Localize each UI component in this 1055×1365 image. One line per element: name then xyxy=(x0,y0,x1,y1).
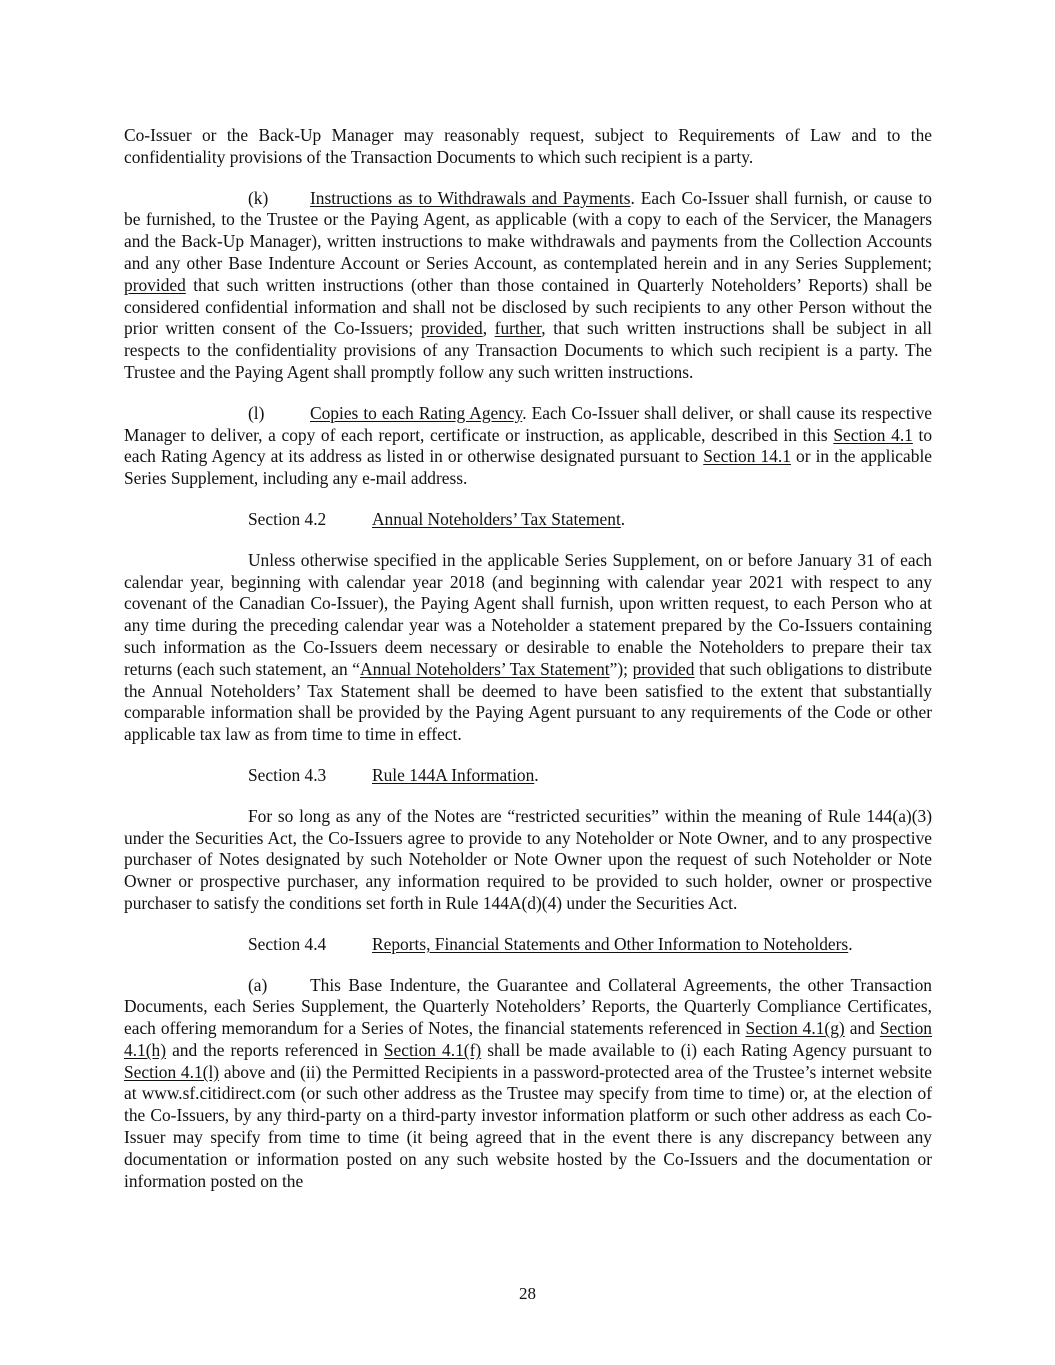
defined-term: Annual Noteholders’ Tax Statement xyxy=(360,658,610,679)
clause-heading: Instructions as to Withdrawals and Payments xyxy=(310,187,631,208)
paragraph-text: Unless otherwise specified in the applicable Series Supplement, on or before January 31 of each calendar year, beginning with calendar year 2018 (and beginning with calendar year 2021 with respect to any covenant of the Canadian Co-Issuer), the Paying Agent shall furnish, upon written request, to each Person who at any time during the preceding calendar year was a Noteholder a statement prepared by the Co-Issuers containing such information as the Co-Issuers deem necessary or desirable to enable the Noteholders to prepare their tax returns (each such statement, an “ xyxy=(124,549,932,679)
section-reference-link[interactable]: Section 4.1 xyxy=(833,424,913,445)
clause-text: This Base Indenture, the Guarantee and Collateral Agreements, the other Transaction Documents, each Series Supplement, the Quarterly Noteholders’ Reports, the Quarterly Compliance Certificates, each offering memorandum for a Series of Notes, the financial statements referenced in xyxy=(124,974,932,1039)
section-heading-4-3 xyxy=(124,765,932,787)
clause-text: that such written instructions (other than those contained in Quarterly Noteholders’ Reports) shall be considered confidential information and shall not be disclosed by such recipients to any other Person without the prior written consent of the Co-Issuers; xyxy=(124,274,932,339)
clause-text: above and (ii) the Permitted Recipients in a password-protected area of the Trustee’s internet website at www.sf.citidirect.com (or such other address as the Trustee may specify from time to time) or, at the election of the Co-Issuers, by any third-party on a third-party investor information platform or such other address as each Co-Issuer may specify from time to time (it being agreed that in the event there is any discrepancy between any documentation or information posted on any such website hosted by the Co-Issuers and the documentation or information posted on the xyxy=(124,1061,932,1191)
paragraph-l xyxy=(124,403,932,490)
clause-text: , xyxy=(482,318,495,339)
section-number: Section 4.4 xyxy=(248,933,327,954)
provided-term: provided xyxy=(632,658,695,679)
clause-label: (a) xyxy=(248,974,268,995)
clause-text: . Each Co-Issuer shall furnish, or cause to be furnished, to the Trustee or the Paying Agent, as applicable (with a copy to each of the Servicer, the Managers and the Back-Up Manager), written instructions to make withdrawals and payments from the Collection Accounts and any other Base Indenture Account or Series Account, as contemplated herein and in any Series Supplement; xyxy=(124,187,933,273)
clause-text: and the reports referenced in xyxy=(166,1039,384,1060)
clause-text: and xyxy=(844,1018,880,1039)
section-period: . xyxy=(620,508,626,529)
section-title: Reports, Financial Statements and Other Information to Noteholders xyxy=(372,933,849,954)
section-title: Annual Noteholders’ Tax Statement xyxy=(372,508,621,529)
clause-label: (k) xyxy=(248,187,269,208)
paragraph-text: ”); xyxy=(609,658,633,679)
document-page xyxy=(124,125,932,1211)
clause-text: shall be made available to (i) each Rating Agency pursuant to xyxy=(481,1039,933,1060)
section-reference-link[interactable]: Section 14.1 xyxy=(703,446,791,467)
section-heading-4-2 xyxy=(124,509,932,531)
section-reference-link[interactable]: Section 4.1(g) xyxy=(745,1018,845,1039)
paragraph-k xyxy=(124,188,932,384)
paragraph-4-4-a xyxy=(124,975,932,1193)
clause-text: , that such written instructions shall be subject in all respects to the confidentiality provisions of any Transaction Documents to which such recipient is a party. The Trustee and the Paying Agent shall promptly follow any such written instructions. xyxy=(124,318,932,382)
paragraph-text: For so long as any of the Notes are “restricted securities” within the meaning of Rule 144(a)(3) under the Securities Act, the Co-Issuers agree to provide to any Noteholder or Note Owner, and to any prospective purchaser of Notes designated by such Noteholder or Note Owner upon the request of such Noteholder or Note Owner or prospective purchaser, any information required to be provided to such holder, owner or prospective purchaser to satisfy the conditions set forth in Rule 144A(d)(4) under the Securities Act. xyxy=(124,805,932,913)
section-period: . xyxy=(534,764,539,785)
section-reference-link[interactable]: Section 4.1(f) xyxy=(383,1039,482,1060)
section-number: Section 4.2 xyxy=(248,508,327,529)
clause-text: or in the applicable Series Supplement, including any e-mail address. xyxy=(124,446,932,489)
page-number: 28 xyxy=(519,1284,536,1303)
section-period: . xyxy=(848,933,853,954)
section-reference-link[interactable]: Section 4.1(h) xyxy=(124,1018,932,1060)
paragraph-4-3 xyxy=(124,806,932,915)
paragraph-text: Co-Issuer or the Back-Up Manager may reasonably request, subject to Requirements of Law and to the confidentiality provisions of the Transaction Documents to which such recipient is a party. xyxy=(124,125,932,167)
clause-label: (l) xyxy=(248,402,265,423)
provided-term: provided xyxy=(124,274,186,295)
section-reference-link[interactable]: Section 4.1(l) xyxy=(124,1061,220,1082)
provided-term: provided xyxy=(420,318,483,339)
paragraph-4-2 xyxy=(124,550,932,746)
paragraph-text: that such obligations to distribute the Annual Noteholders’ Tax Statement shall be deemed to have been satisfied to the extent that substantially comparable information shall be provided by the Paying Agent pursuant to any requirements of the Code or other applicable tax law as from time to time in effect. xyxy=(124,658,932,745)
section-heading-4-4 xyxy=(124,934,932,956)
further-term: further xyxy=(494,318,542,339)
section-number: Section 4.3 xyxy=(248,764,327,785)
clause-heading: Copies to each Rating Agency xyxy=(310,402,523,423)
section-title: Rule 144A Information xyxy=(372,764,535,785)
continuation-paragraph xyxy=(124,125,932,169)
clause-text: . Each Co-Issuer shall deliver, or shall cause its respective Manager to deliver, a copy of each report, certificate or instruction, as applicable, described in this xyxy=(124,402,932,445)
clause-text: to each Rating Agency at its address as listed in or otherwise designated pursuant to xyxy=(124,424,933,467)
